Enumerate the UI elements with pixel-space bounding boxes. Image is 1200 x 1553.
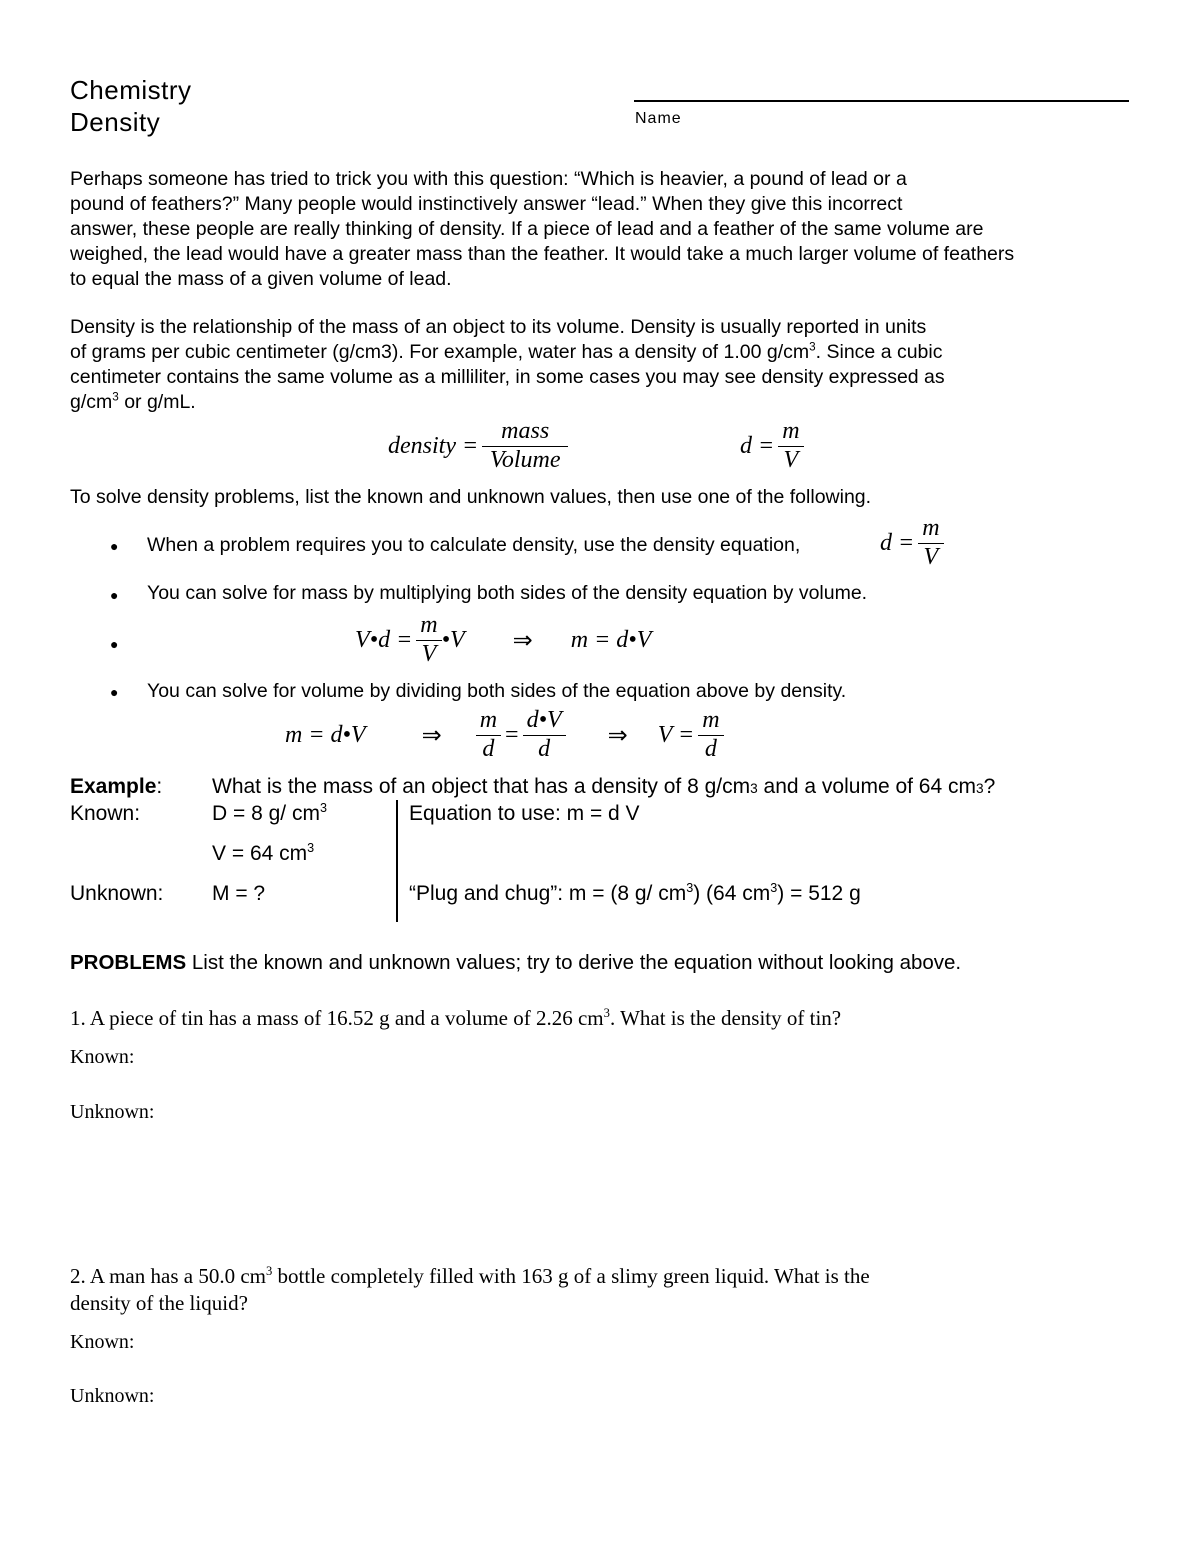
known-text: D = 8 g/ cm	[212, 802, 320, 825]
superscript: 3	[319, 801, 327, 815]
fraction-numerator: m	[918, 515, 943, 544]
problem-text: 2. A man has a 50.0 cm	[70, 1264, 266, 1288]
fraction-numerator: m	[476, 707, 501, 736]
subject-title: Chemistry	[70, 75, 192, 105]
fraction	[918, 515, 943, 571]
equals-sign: =	[505, 721, 519, 748]
formula-lhs: d =	[740, 432, 775, 459]
topic-title: Density	[70, 107, 161, 137]
superscript: 3	[307, 841, 315, 855]
formula-lhs: d =	[880, 529, 915, 556]
implies-icon: ⇒	[512, 627, 533, 654]
definition-line: centimeter contains the same volume as a milliliter, in some cases you may see density expressed as	[70, 366, 945, 388]
problem-1-known: Known:	[70, 1046, 135, 1068]
example-divider	[396, 800, 398, 922]
plug-text: ) (64 cm	[693, 882, 771, 905]
definition-line	[70, 390, 945, 415]
problems-heading	[70, 951, 961, 975]
known-text: V = 64 cm	[212, 842, 308, 865]
implies-icon: ⇒	[421, 722, 442, 749]
example-colon: :	[156, 775, 163, 798]
bullet-text-4: You can solve for volume by dividing both sides of the equation above by density.	[147, 680, 847, 702]
problem-1	[70, 1006, 841, 1031]
example-question	[212, 775, 995, 799]
problem-2-line	[70, 1263, 870, 1290]
problem-text: . What is the density of tin?	[609, 1006, 842, 1030]
formula-lhs: density =	[388, 432, 479, 459]
superscript: 3	[809, 340, 816, 354]
problem-text: bottle completely filled with 163 g of a slimy green liquid. What is the	[272, 1264, 870, 1288]
question-text: What is the mass of an object that has a density of 8 g/cm	[212, 775, 751, 798]
density-formula-symbol	[740, 418, 808, 474]
fraction-numerator: m	[698, 707, 723, 736]
fraction	[778, 418, 803, 474]
example-label	[70, 775, 162, 799]
intro-line: to equal the mass of a given volume of lead.	[70, 268, 452, 290]
problem-2-known: Known:	[70, 1331, 135, 1353]
definition-paragraph	[70, 315, 945, 415]
unknown-label: Unknown:	[70, 882, 164, 905]
solve-intro: To solve density problems, list the known and unknown values, then use one of the following.	[70, 486, 872, 508]
problem-2-unknown: Unknown:	[70, 1385, 155, 1407]
superscript: 3	[265, 1264, 273, 1278]
fraction	[416, 612, 441, 668]
definition-text: g/cm	[70, 391, 113, 413]
implies-icon: ⇒	[607, 722, 628, 749]
unit-exponent: 3	[976, 781, 984, 796]
plug-text: “Plug and chug”: m = (8 g/ cm	[409, 882, 687, 905]
intro-line: Perhaps someone has tried to trick you with this question: “Which is heavier, a pound of lead or a	[70, 168, 907, 190]
fraction-denominator: d	[704, 735, 717, 762]
intro-line: answer, these people are really thinking of density. If a piece of lead and a feather of the same volume are	[70, 218, 984, 240]
problems-heading-text: PROBLEMS	[70, 951, 187, 974]
bullet-text-1: When a problem requires you to calculate density, use the density equation,	[147, 534, 801, 556]
fraction	[482, 418, 568, 474]
problem-1-unknown: Unknown:	[70, 1101, 155, 1123]
bullet-icon: ●	[110, 684, 119, 700]
fraction-denominator: Volume	[489, 446, 561, 473]
superscript: 3	[686, 881, 694, 895]
known-label: Known:	[70, 802, 141, 825]
bullet-text-2: You can solve for mass by multiplying both sides of the density equation by volume.	[147, 582, 868, 604]
unknown-value: M = ?	[212, 882, 266, 905]
definition-text: . Since a cubic	[815, 341, 943, 363]
header-block	[70, 74, 192, 138]
bullet-icon: ●	[110, 636, 119, 652]
name-label: Name	[635, 110, 682, 127]
formula-rhs: m = d•V	[570, 626, 652, 653]
fraction-denominator: d	[482, 735, 495, 762]
fraction-numerator: d•V	[523, 707, 566, 736]
example-label-text: Example	[70, 775, 157, 798]
equation-to-use: Equation to use: m = d V	[409, 802, 640, 825]
fraction-denominator: d	[538, 735, 551, 762]
plug-text: ) = 512 g	[777, 882, 861, 905]
volume-derivation	[285, 707, 728, 763]
fraction-denominator: V	[421, 640, 437, 667]
unit-exponent: 3	[750, 781, 758, 796]
intro-line: pound of feathers?” Many people would instinctively answer “lead.” When they give this incorrect	[70, 193, 903, 215]
formula-term: •V	[441, 626, 465, 653]
fraction	[523, 707, 566, 763]
known-volume	[212, 842, 314, 866]
density-formula-word	[388, 418, 572, 474]
bullet-3-formula	[355, 612, 651, 668]
superscript: 3	[603, 1006, 610, 1020]
fraction-numerator: mass	[482, 418, 568, 447]
question-text: and a volume of 64 cm	[757, 775, 976, 798]
bullet-icon: ●	[110, 587, 119, 603]
intro-paragraph	[70, 167, 1014, 292]
known-density	[212, 802, 327, 826]
formula-lhs: m = d•V	[285, 721, 366, 748]
fraction-denominator: V	[783, 446, 799, 473]
fraction-denominator: V	[923, 543, 939, 570]
superscript: 3	[770, 881, 778, 895]
fraction-numerator: m	[778, 418, 803, 447]
fraction-numerator: m	[416, 612, 441, 641]
definition-line: Density is the relationship of the mass of an object to its volume. Density is usually reported in units	[70, 316, 927, 338]
problems-instructions: List the known and unknown values; try to derive the equation without looking above.	[186, 951, 962, 974]
definition-text: of grams per cubic centimeter (g/cm3). For example, water has a density of 1.00 g/cm	[70, 341, 810, 363]
formula-lhs: V•d =	[355, 626, 413, 653]
bullet-icon: ●	[110, 538, 119, 554]
fraction	[476, 707, 501, 763]
definition-text: or g/mL.	[118, 391, 196, 413]
problem-2	[70, 1263, 870, 1317]
fraction	[698, 707, 723, 763]
plug-and-chug	[409, 882, 861, 906]
name-line[interactable]	[634, 100, 1129, 102]
problem-2-line: density of the liquid?	[70, 1291, 248, 1315]
intro-line: weighed, the lead would have a greater mass than the feather. It would take a much larger volume of feathers	[70, 243, 1015, 265]
superscript: 3	[112, 390, 119, 404]
question-text: ?	[983, 775, 996, 798]
bullet-1-formula	[880, 515, 948, 571]
formula-lhs: V =	[657, 721, 695, 748]
problem-text: 1. A piece of tin has a mass of 16.52 g and a volume of 2.26 cm	[70, 1006, 604, 1030]
definition-line	[70, 340, 945, 365]
